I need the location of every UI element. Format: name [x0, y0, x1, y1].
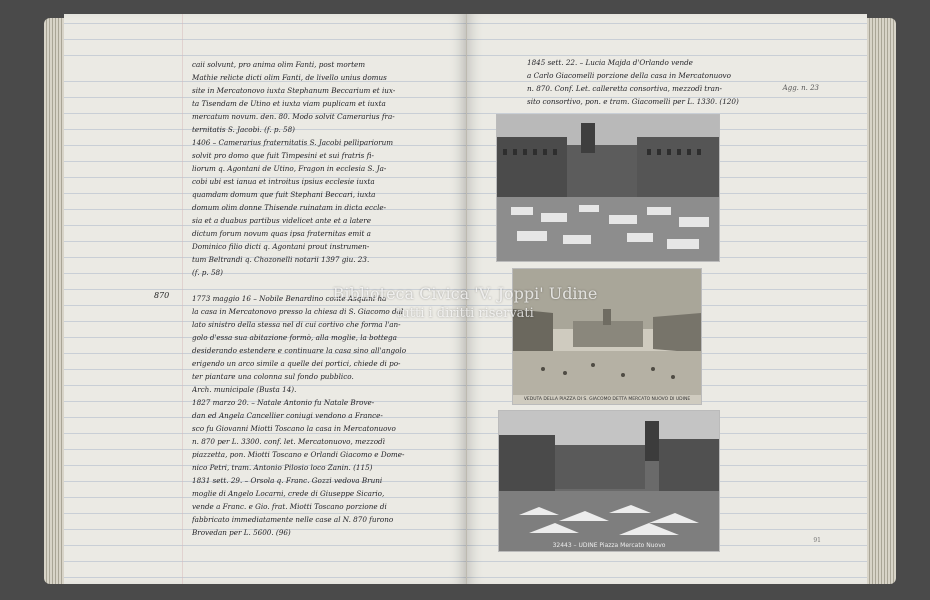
handwritten-line: vende a Franc. e Gio. frat. Miotti Toscano porzione di: [192, 502, 387, 511]
handwritten-line: Mathie relicte dicti olim Fanti, de livello unius domus: [192, 73, 387, 82]
handwritten-line: mercatum novum. den. 80. Modo solvit Camerarius fra-: [192, 112, 395, 121]
market-square-postcard: [498, 410, 720, 552]
handwritten-line: solvit pro domo que fuit Timpesini et sui fratris fi-: [192, 151, 374, 160]
handwritten-line: sito consortivo, pon. e tram. Giacomelli per L. 1330. (120): [527, 97, 739, 106]
handwritten-line: dan ed Angela Cancellier coniugi vendono a France-: [192, 411, 383, 420]
handwritten-line: Brovedan per L. 5600. (96): [192, 528, 291, 537]
handwritten-line: domum olim donne Thisende ruinatam in dicta eccle-: [192, 203, 387, 212]
page-number: 91: [813, 537, 821, 544]
handwritten-line: 1827 marzo 20. – Natale Antonio fu Natale Brove-: [192, 398, 375, 407]
margin-rule: [182, 14, 183, 584]
handwritten-line: piazzetta, pon. Miotti Toscano e Orlandi Giacomo e Dome-: [192, 450, 405, 459]
handwritten-line: Arch. municipale (Busta 14).: [192, 385, 297, 394]
right-page-text: [527, 56, 855, 108]
handwritten-line: n. 870. Conf. Let. calleretta consortiva, mezzodì tran-: [527, 84, 722, 93]
handwritten-line: fabbricato immediatamente nelle case al N. 870 furono: [192, 515, 394, 524]
market-square-photo-1: [496, 114, 720, 262]
market-photo-illustration: [497, 115, 719, 261]
library-watermark: [300, 284, 630, 324]
handwritten-line: cobi ubi est ianua et introitus ipsius ecclesie iuxta: [192, 177, 375, 186]
handwritten-line: (f. p. 58): [192, 268, 223, 277]
handwritten-line: Dominico filio dicti q. Agontani prout instrumen-: [192, 242, 370, 251]
handwritten-line: caii solvunt, pro anima olim Fanti, post mortem: [192, 60, 366, 69]
handwritten-line: quamdam domum que fuit Stephani Beccari, iuxta: [192, 190, 376, 199]
handwritten-line: ternitatis S. Jacobi. (f. p. 58): [192, 125, 295, 134]
handwritten-line: golo d'essa sua abitazione formò, alla moglie, la bottega: [192, 333, 397, 342]
house-number-margin: 870: [154, 291, 170, 300]
handwritten-line: nico Petri, tram. Antonio Pilosio loco Zanin. (115): [192, 463, 373, 472]
margin-annotation: Agg. n. 23: [782, 84, 819, 92]
page-stack-right: [866, 18, 896, 584]
handwritten-line: erigendo un arco simile a quelle dei portici, chiede di po-: [192, 359, 401, 368]
handwritten-line: ter piantare una colonna sul fondo pubblico.: [192, 372, 354, 381]
handwritten-line: moglie di Angelo Locarni, crede di Giuseppe Sicario,: [192, 489, 385, 498]
handwritten-line: lato sinistro della stessa nel di cui cortivo che forma l'an-: [192, 320, 401, 329]
handwritten-line: liorum q. Agontani de Utino, Fragon in ecclesia S. Ja-: [192, 164, 387, 173]
handwritten-line: tum Beltrandi q. Chozonelli notarii 1397 giu. 23.: [192, 255, 370, 264]
postcard-illustration: [499, 411, 719, 551]
watermark-line-1: Biblioteca Civica 'V. Joppi' Udine: [332, 284, 598, 303]
handwritten-line: la casa in Mercatonovo presso la chiesa di S. Giacomo dal: [192, 307, 404, 316]
handwritten-line: desiderando estendere e continuare la casa sino all'angolo: [192, 346, 407, 355]
handwritten-line: 1773 maggio 16 – Nobile Benardino conte Asquini ha: [192, 294, 387, 303]
handwritten-line: a Carlo Giacomelli porzione della casa in Mercatonuovo: [527, 71, 731, 80]
handwritten-line: sco fu Giovanni Miotti Toscano la casa in Mercatonuovo: [192, 424, 396, 433]
handwritten-line: 1831 sett. 29. – Orsola q. Franc. Gozzi vedova Bruni: [192, 476, 383, 485]
engraving-caption: VEDUTA DELLA PIAZZA DI S. GIACOMO DETTA MERCATO NUOVO DI UDINE: [523, 397, 691, 402]
handwritten-line: sia et a duabus partibus videlicet ante et a latere: [192, 216, 371, 225]
handwritten-line: 1845 sett. 22. – Lucia Majda d'Orlando vende: [527, 58, 693, 67]
postcard-caption: 32443 – UDINE Piazza Mercato Nuovo: [552, 542, 666, 549]
handwritten-line: 1406 – Camerarius fraternitatis S. Jacobi pellipariorum: [192, 138, 394, 147]
handwritten-line: n. 870 per L. 3300. conf. let. Mercatonuovo, mezzodì: [192, 437, 385, 446]
handwritten-line: ta Tisendam de Utino et iuxta viam puplicam et iuxta: [192, 99, 386, 108]
watermark-line-2: tutti i diritti riservati: [396, 306, 534, 321]
handwritten-line: dictum forum novum quas ipsa fraternitas emit a: [192, 229, 371, 238]
handwritten-line: site in Mercatonovo iuxta Stephanum Beccarium et iux-: [192, 86, 396, 95]
